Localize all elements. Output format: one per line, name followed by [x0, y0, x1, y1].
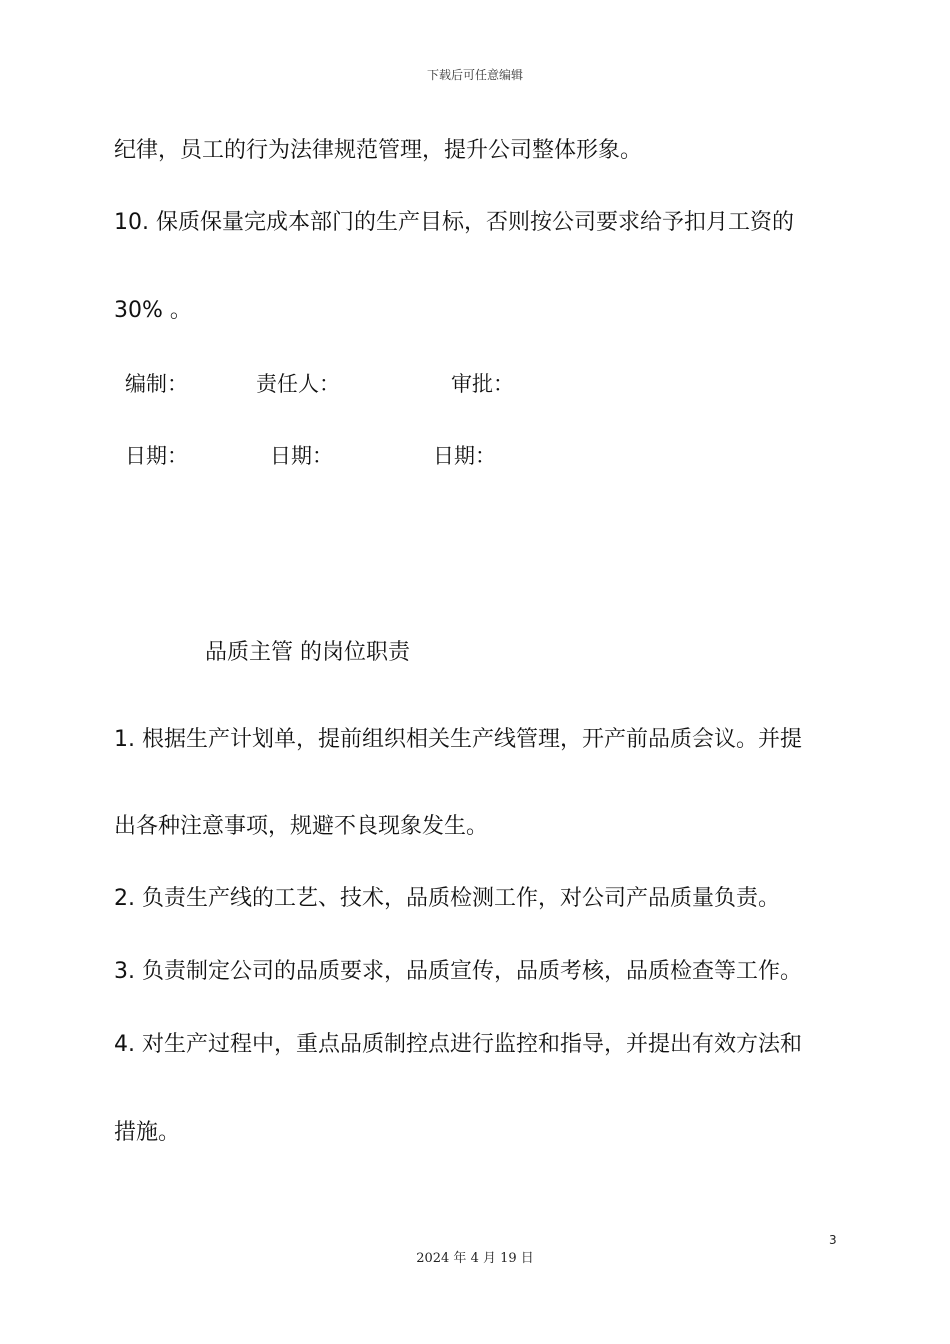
section-line-1: 1. 根据生产计划单，提前组织相关生产线管理，开产前品质会议。并提: [114, 727, 802, 752]
footer-date: 2024 年 4 月 19 日: [416, 1251, 534, 1266]
body-line-3: 30% 。: [114, 298, 192, 323]
section-line-3: 2. 负责生产线的工艺、技术，品质检测工作，对公司产品质量负责。: [114, 886, 780, 911]
signature-date-1: 日期：: [125, 444, 188, 468]
page-header: 下载后可任意编辑: [426, 68, 523, 82]
signature-compiled-by: 编制：: [125, 372, 188, 396]
signature-approved-by: 审批：: [451, 372, 514, 396]
signature-responsible-person: 责任人：: [256, 372, 340, 396]
body-line-1: 纪律，员工的行为法律规范管理，提升公司整体形象。: [114, 138, 643, 163]
page-number: 3: [829, 1233, 837, 1247]
section-line-5: 4. 对生产过程中，重点品质制控点进行监控和指导，并提出有效方法和: [114, 1032, 802, 1057]
section-line-2: 出各种注意事项，规避不良现象发生。: [114, 814, 489, 839]
signature-date-2: 日期：: [270, 444, 333, 468]
signature-date-3: 日期：: [433, 444, 496, 468]
section-line-6: 措施。: [114, 1120, 181, 1145]
body-line-2: 10. 保质保量完成本部门的生产目标，否则按公司要求给予扣月工资的: [114, 210, 794, 235]
section-title: 品质主管 的岗位职责: [205, 640, 410, 665]
section-line-4: 3. 负责制定公司的品质要求，品质宣传，品质考核，品质检查等工作。: [114, 959, 802, 984]
